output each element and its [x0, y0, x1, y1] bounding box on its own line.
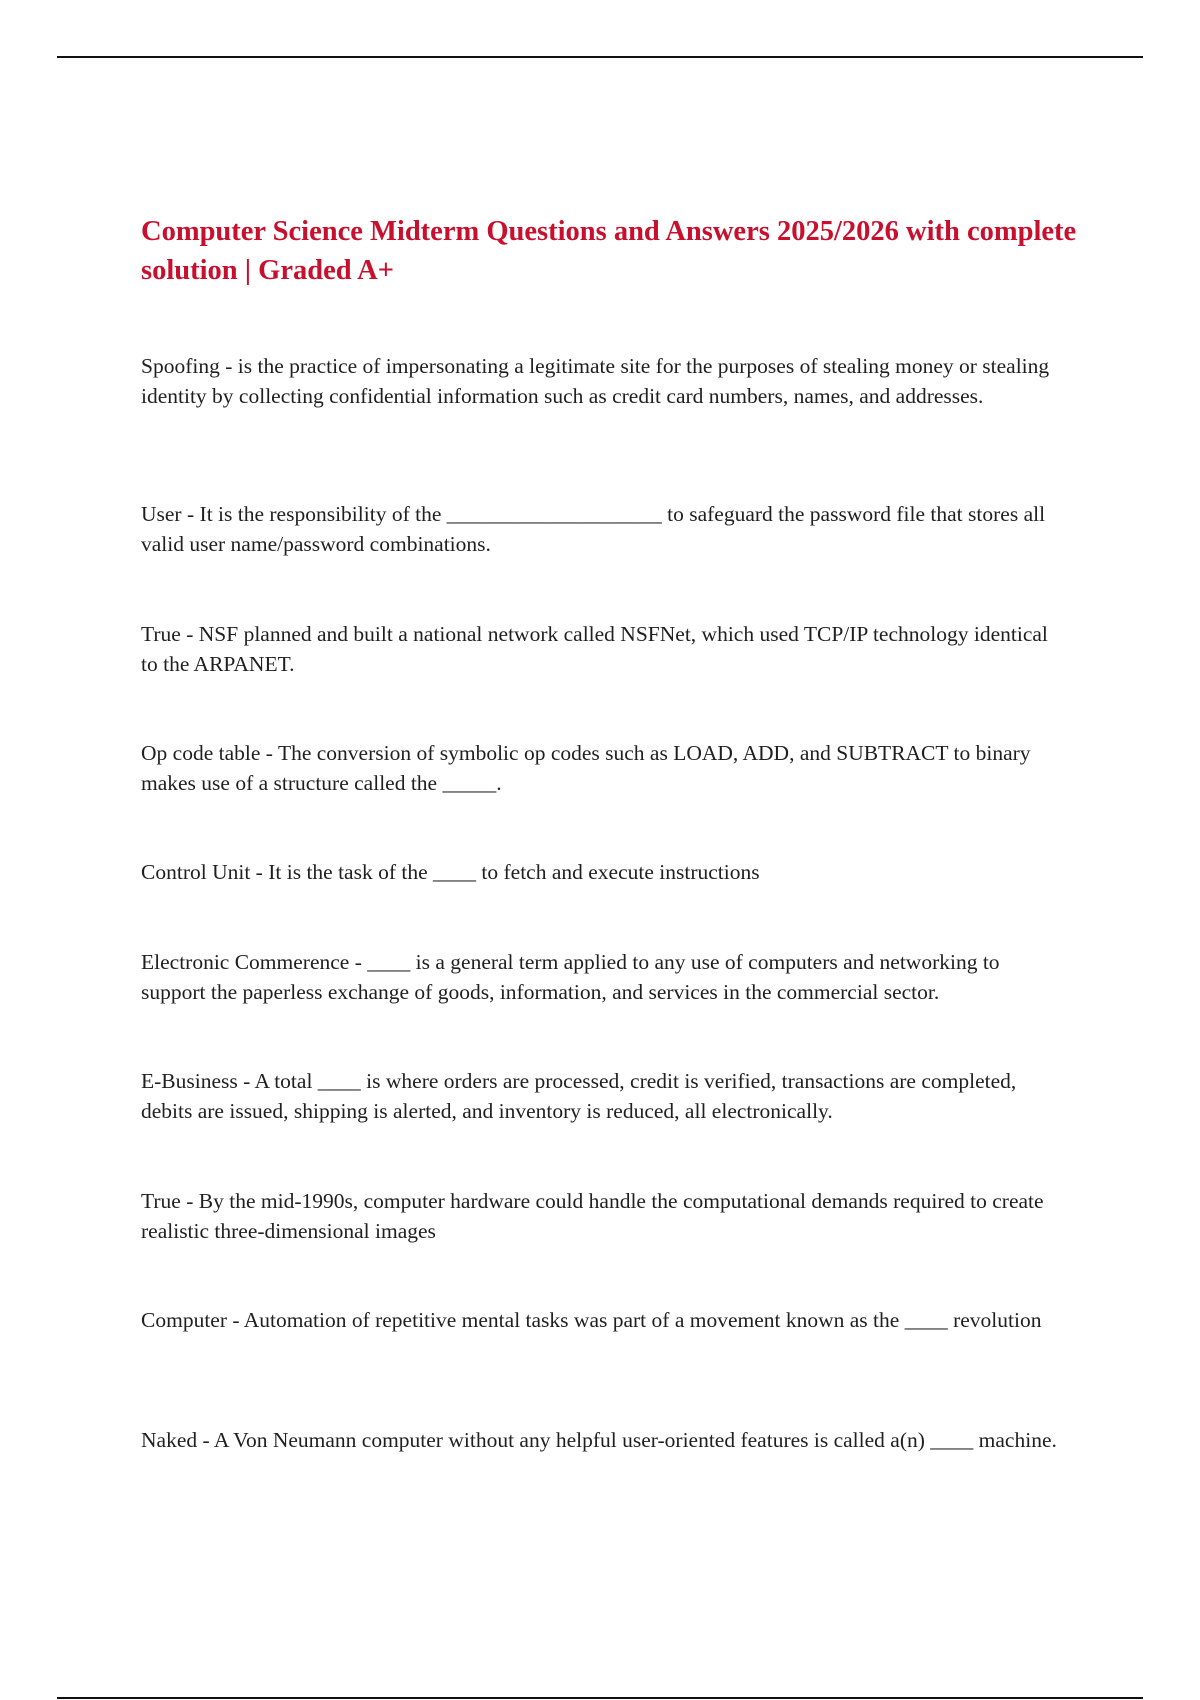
- top-rule: [57, 56, 1143, 58]
- qa-term: Naked: [141, 1428, 198, 1452]
- qa-text: It is the task of the ____ to fetch and execute instructions: [268, 860, 760, 884]
- qa-term: E-Business: [141, 1069, 238, 1093]
- qa-separator: -: [197, 1428, 214, 1452]
- qa-term: Control Unit: [141, 860, 251, 884]
- qa-separator: -: [180, 1189, 199, 1213]
- qa-text: By the mid-1990s, computer hardware could handle the computational demands required to create realistic three-dimensional images: [141, 1189, 1044, 1243]
- qa-separator: -: [260, 741, 278, 765]
- qa-text: NSF planned and built a national network called NSFNet, which used TCP/IP technology identical to the ARPANET.: [141, 622, 1048, 676]
- qa-term: Spoofing: [141, 354, 220, 378]
- qa-term: Op code table: [141, 741, 261, 765]
- qa-item-control-unit: [141, 858, 1066, 888]
- qa-item-computer: [141, 1306, 1066, 1336]
- qa-term: Computer: [141, 1308, 227, 1332]
- qa-item-user: [141, 500, 1066, 559]
- qa-separator: -: [219, 354, 238, 378]
- qa-text: A Von Neumann computer without any helpful user-oriented features is called a(n) ____ machine.: [213, 1428, 1057, 1452]
- qa-text: Automation of repetitive mental tasks was part of a movement known as the ____ revolution: [243, 1308, 1042, 1332]
- qa-separator: -: [349, 950, 368, 974]
- qa-term: User: [141, 502, 182, 526]
- qa-separator: -: [237, 1069, 255, 1093]
- qa-separator: -: [180, 622, 199, 646]
- qa-separator: -: [181, 502, 200, 526]
- qa-text: is the practice of impersonating a legitimate site for the purposes of stealing money or stealing identity by collecting confidential information such as credit card numbers, names, and addresses.: [141, 354, 1050, 408]
- qa-item-op-code-table: [141, 739, 1066, 798]
- qa-term: True: [141, 1189, 181, 1213]
- qa-text: ____ is a general term applied to any use of computers and networking to support the paperless exchange of goods, information, and services in the commercial sector.: [141, 950, 1000, 1004]
- qa-text: A total ____ is where orders are processed, credit is verified, transactions are completed, debits are issued, shipping is alerted, and inventory is reduced, all electronically.: [141, 1069, 1017, 1123]
- qa-item-nsfnet: [141, 620, 1066, 679]
- qa-item-naked: [141, 1426, 1066, 1456]
- qa-text: The conversion of symbolic op codes such as LOAD, ADD, and SUBTRACT to binary makes use of a structure called the _____.: [141, 741, 1031, 795]
- qa-item-e-business: [141, 1067, 1066, 1126]
- qa-item-3d-images: [141, 1187, 1066, 1246]
- bottom-rule: [57, 1697, 1143, 1699]
- qa-item-electronic-commerence: [141, 948, 1066, 1007]
- qa-separator: -: [227, 1308, 244, 1332]
- qa-separator: -: [250, 860, 269, 884]
- qa-term: Electronic Commerence: [141, 950, 350, 974]
- document-title: Computer Science Midterm Questions and Answers 2025/2026 with complete solution | Graded A+: [141, 216, 1077, 286]
- qa-item-spoofing: [141, 352, 1066, 411]
- qa-term: True: [141, 622, 181, 646]
- qa-text: It is the responsibility of the ____________________ to safeguard the password file that stores all valid user name/password combinations.: [141, 502, 1046, 556]
